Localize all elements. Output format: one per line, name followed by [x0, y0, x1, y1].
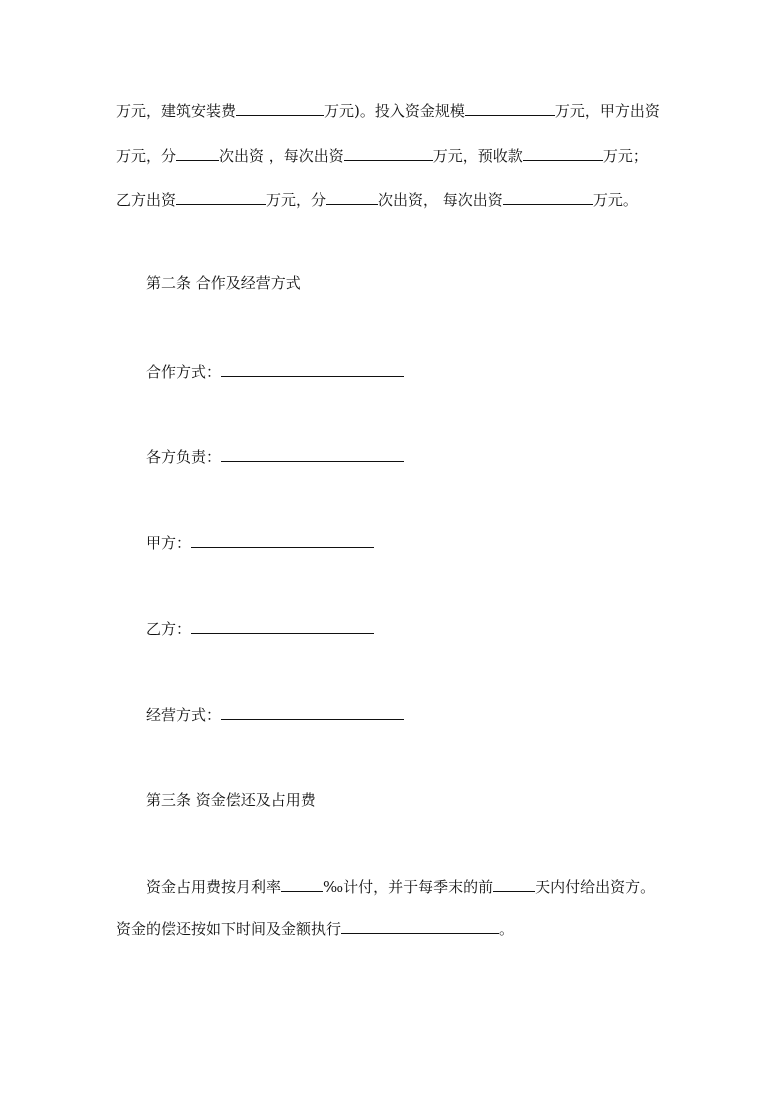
days-blank: [493, 876, 535, 892]
blank-field: [326, 189, 378, 205]
blank-field: [523, 145, 603, 161]
paragraph-line-1: [116, 100, 660, 120]
operation-mode-blank: [221, 704, 404, 720]
field-label: 乙方：: [146, 620, 192, 638]
responsibilities-row: [146, 446, 404, 466]
party-b-blank: [191, 618, 374, 634]
blank-field: [465, 100, 555, 116]
blank-field: [236, 100, 324, 116]
text-segment: 资金的偿还按如下时间及金额执行: [116, 920, 342, 938]
article-3-heading: [146, 790, 316, 810]
blank-field: [503, 189, 593, 205]
cooperation-mode-blank: [221, 361, 404, 377]
text-segment: 万元，甲方出资: [554, 102, 660, 120]
text-segment: 万元，分: [266, 191, 327, 209]
text-segment: 万元)。投入资金规模: [324, 102, 465, 120]
heading-text: 第三条 资金偿还及占用费: [146, 791, 316, 809]
text-segment: 万元。: [592, 191, 638, 209]
heading-text: 第二条 合作及经营方式: [146, 274, 301, 292]
party-b-row: [146, 618, 374, 638]
blank-field: [176, 189, 266, 205]
text-segment: 万元，建筑安装费: [116, 102, 237, 120]
text-segment: 次出资， 每次出资: [378, 191, 503, 209]
article-3-line-1: [146, 876, 655, 896]
cooperation-mode-row: [146, 361, 404, 381]
text-segment: ‰计付，并于每季末的前: [323, 878, 494, 896]
field-label: 各方负责：: [146, 448, 222, 466]
article-2-heading: [146, 273, 301, 293]
blank-field: [176, 145, 219, 161]
party-a-row: [146, 532, 374, 552]
text-segment: 万元，预收款: [432, 147, 523, 165]
text-segment: 万元，分: [116, 147, 177, 165]
text-segment: 万元；: [602, 147, 648, 165]
text-segment: 。: [499, 920, 515, 938]
responsibilities-blank: [221, 446, 404, 462]
field-label: 甲方：: [146, 534, 192, 552]
field-label: 合作方式：: [146, 363, 222, 381]
paragraph-line-3: [116, 189, 638, 209]
operation-mode-row: [146, 704, 404, 724]
party-a-blank: [191, 532, 374, 548]
text-segment: 资金占用费按月利率: [146, 878, 282, 896]
article-3-line-2: [116, 918, 514, 938]
text-segment: 次出资 ，每次出资: [219, 147, 344, 165]
repayment-blank: [341, 918, 499, 934]
blank-field: [344, 145, 433, 161]
text-segment: 乙方出资: [116, 191, 177, 209]
field-label: 经营方式：: [146, 706, 222, 724]
interest-rate-blank: [281, 876, 323, 892]
paragraph-line-2: [116, 145, 648, 165]
text-segment: 天内付给出资方。: [535, 878, 656, 896]
